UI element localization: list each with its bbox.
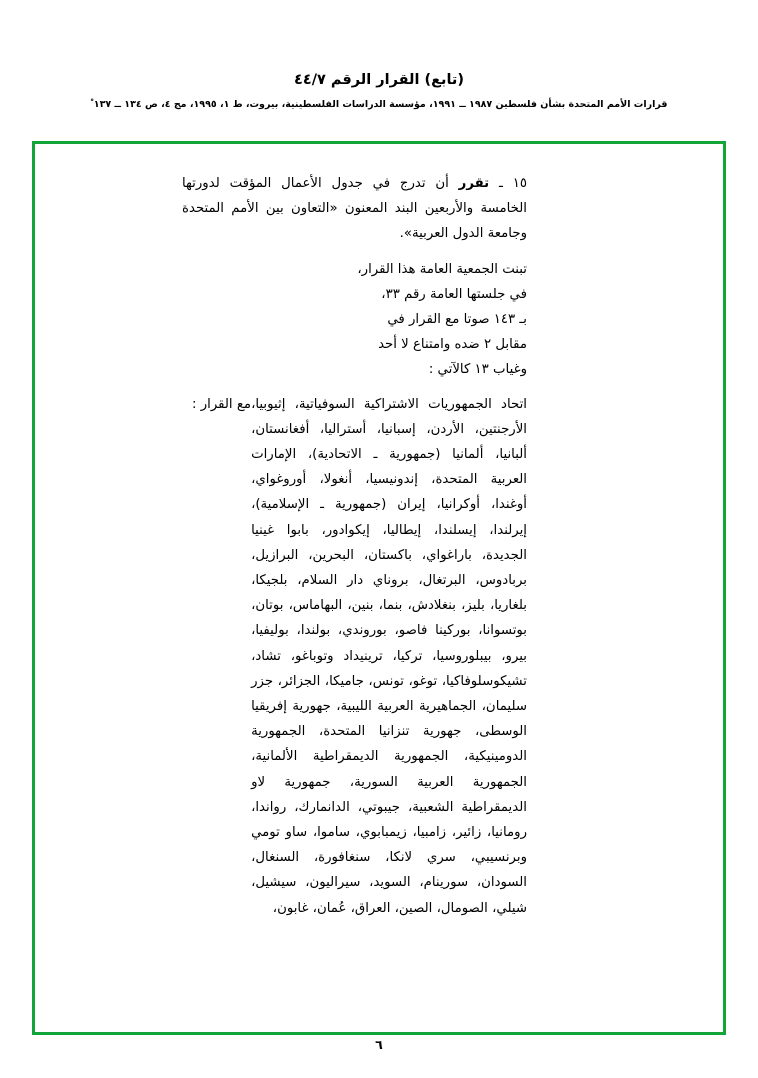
- vote-line: تبنت الجمعية العامة هذا القرار،: [357, 261, 527, 277]
- vote-line: مقابل ٢ ضده وامتناع لا أحد: [378, 337, 527, 353]
- vote-list-label: مع القرار :: [192, 396, 252, 412]
- vote-list-countries: اتحاد الجمهوريات الاشتراكية السوفياتية، إثيوبيا، الأرجنتين، الأردن، إسبانيا، أستراليا، أفغانستان، ألبانيا، ألمانيا (جمهورية ـ الاتحادية)، الإمارات العربية المتحدة، إندونيسيا، أنغولا، أوروغواي، أوغندا، أوكرانيا، إيران (جمهورية ـ الإسلامية)، إيرلندا، إيسلندا، إيطاليا، إيكوادور، بابوا غينيا الجديدة، باراغواي، باكستان، البحرين، البرازيل، بربادوس، البرتغال، بروناي دار السلام، بلجيكا، بلغاريا، بليز، بنغلادش، بنما، بنين، البهاماس، بوتان، بوتسوانا، بوركينا فاصو، بوروندي، بولندا، بوليفيا، بيرو، بيبلوروسيا، تركيا، ترينيداد وتوباغو، تشاد، تشيكوسلوفاكيا، توغو، تونس، جاميكا، الجزائر، جزر سليمان، الجماهيرية العربية الليبية، جهورية إفريقيا الوسطى، جهورية تنزانيا المتحدة، الجمهورية الدومينيكية، الجمهورية الديمقراطية الألمانية، الجمهورية العربية السورية، جمهورية لاو الديمقراطية الشعبية، جيبوتي، الدانمارك، رواندا، رومانيا، زائير، زامبيا، زيمبابوي، ساموا، ساو تومي وبرنسيبي، سري لانكا، سنغافورة، السنغال، السودان، سورينام، السويد، سيراليون، سيشيل، شيلي، الصومال، الصين، العراق، عُمان، غابون،: [251, 396, 527, 916]
- vote-line: في جلستها العامة رقم ٣٣،: [381, 286, 527, 302]
- vote-summary: [182, 257, 527, 383]
- page-title: (تابع) القرار الرقم ٤٤/٧: [294, 72, 464, 88]
- page-number: ٦: [375, 1037, 383, 1052]
- document-body: [182, 171, 527, 921]
- vote-line: وغياب ١٣ كالآتي :: [428, 362, 527, 378]
- page-header: [0, 70, 758, 110]
- paragraph-lead-verb: تقرر: [458, 176, 490, 191]
- vote-line: بـ ١٤٣ صوتا مع القرار في: [387, 312, 527, 328]
- source-citation: قرارات الأمم المتحدة بشأن فلسطين ١٩٨٧ ــ ١٩٩١، مؤسسة الدراسات الفلسطينية، بيروت، ط ١، ١٩٩٥، مج ٤، ص ١٣٤ ــ ١٣٧ ْ: [90, 99, 668, 111]
- content-frame: [32, 141, 726, 1035]
- paragraph-text: أن تدرج في جدول الأعمال المؤقت لدورتها الخامسة والأربعين البند المعنون «التعاون بين الأمم المتحدة وجامعة الدول العربية».: [182, 176, 527, 242]
- paragraph-15: [182, 171, 527, 247]
- paragraph-number: ١٥ ـ: [499, 176, 528, 191]
- vote-in-favour-list: [182, 392, 527, 921]
